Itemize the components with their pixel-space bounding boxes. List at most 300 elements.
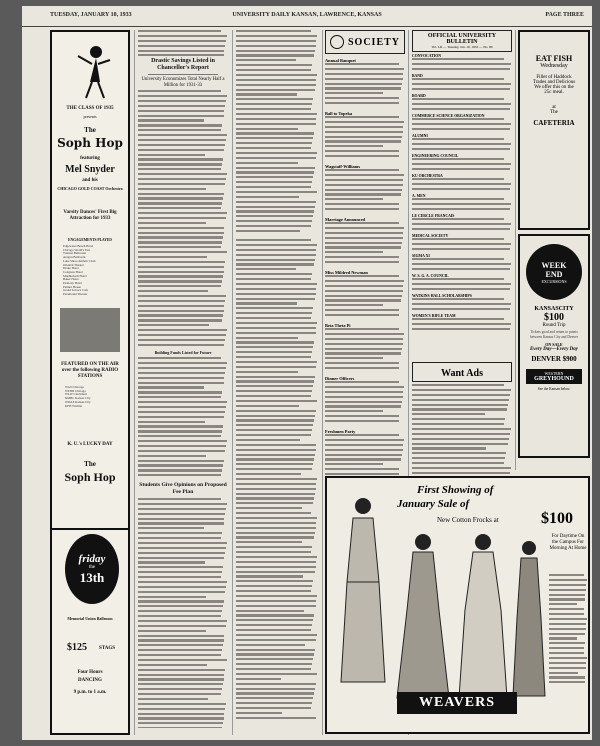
text-line — [236, 268, 296, 270]
text-line — [325, 261, 399, 263]
text-line — [236, 663, 312, 665]
text-line — [325, 140, 401, 142]
orchestra-photo — [60, 308, 120, 352]
text-line — [138, 241, 222, 243]
text-line — [138, 654, 221, 656]
text-line — [236, 302, 297, 304]
radio-station-item: KMBC Kansas City — [65, 396, 91, 401]
text-line — [236, 458, 314, 460]
text-line — [138, 620, 227, 622]
text-line — [412, 384, 504, 386]
text-line — [412, 178, 504, 180]
society-label: SOCIETY — [347, 36, 400, 48]
text-line — [236, 507, 302, 509]
text-line — [236, 69, 311, 71]
class-of-1935: THE CLASS OF 1935 — [66, 106, 114, 111]
text-line — [236, 288, 316, 290]
text-line — [138, 552, 225, 554]
eat-fish-desc: Trades and Delicious — [532, 80, 576, 85]
text-line — [236, 571, 315, 573]
text-line — [138, 285, 221, 287]
text-line — [412, 328, 510, 330]
ticket-price: $125 — [67, 642, 87, 653]
text-line — [236, 278, 311, 280]
text-line — [138, 115, 224, 117]
text-line — [138, 134, 227, 136]
soph-hop-title: Soph Hop — [57, 136, 123, 150]
text-line — [412, 443, 508, 445]
text-line — [138, 290, 208, 292]
text-line — [236, 45, 316, 47]
bulletin-notice-body — [412, 318, 512, 332]
text-line — [138, 35, 227, 37]
text-line — [236, 201, 316, 203]
text-line — [325, 92, 383, 94]
text-line — [236, 444, 316, 446]
text-line — [138, 674, 224, 676]
text-line — [236, 341, 314, 343]
text-line — [138, 537, 221, 539]
text-line — [412, 198, 504, 200]
radio-station-item: WDAF Kansas City — [65, 399, 91, 404]
text-line — [138, 460, 224, 462]
text-line — [236, 551, 311, 553]
bulletin-notice-body — [412, 138, 512, 152]
text-line — [236, 497, 314, 499]
text-line — [138, 596, 206, 598]
text-line — [138, 649, 222, 651]
band-leader: Mel Snyder — [65, 164, 115, 175]
hours-label: Four Hours — [77, 670, 103, 675]
text-line — [236, 263, 314, 265]
text-line — [412, 223, 511, 225]
text-line — [138, 727, 222, 728]
text-line — [412, 318, 504, 320]
text-line — [549, 613, 584, 615]
text-line — [138, 722, 223, 724]
text-line — [236, 454, 315, 456]
society-subhead: Beta Theta Pi — [325, 323, 351, 328]
weavers-item: New Cotton Frocks at — [437, 516, 499, 524]
text-line — [549, 672, 578, 674]
text-line — [412, 168, 510, 170]
text-line — [236, 595, 317, 597]
text-line — [138, 314, 223, 316]
text-line — [236, 259, 315, 261]
text-line — [236, 337, 298, 339]
text-line — [236, 692, 314, 694]
text-line — [236, 395, 311, 397]
eat-fish-the: The — [550, 110, 558, 115]
thirteenth: 13th — [79, 569, 105, 585]
text-line — [138, 713, 224, 715]
want-ads-section — [412, 362, 512, 472]
text-line — [412, 278, 504, 280]
text-line — [549, 589, 586, 591]
text-line — [236, 605, 316, 607]
text-line — [412, 457, 505, 459]
text-line — [325, 63, 399, 65]
on-sale: ON SALE — [545, 341, 563, 347]
text-line — [549, 637, 577, 639]
round-trip-label: Round Trip — [542, 323, 566, 328]
text-line — [412, 158, 504, 160]
text-line — [236, 132, 314, 134]
text-line — [236, 206, 315, 208]
text-line — [236, 478, 317, 480]
excursions-word: EXCURSIONS — [541, 278, 567, 284]
engagement-item: Palmer House — [63, 284, 81, 289]
text-line — [236, 536, 314, 538]
news-column-3 — [236, 30, 318, 735]
text-line — [549, 618, 587, 620]
text-line — [236, 678, 281, 680]
text-line — [325, 131, 403, 133]
soph-hop-ad-bottom — [50, 530, 130, 735]
text-line — [138, 50, 224, 52]
text-line — [236, 614, 314, 616]
text-line — [325, 434, 399, 436]
text-line — [236, 230, 300, 232]
text-line — [325, 242, 402, 244]
text-line — [236, 254, 316, 256]
continued-article-3 — [236, 30, 318, 235]
text-line — [412, 467, 511, 469]
lucky-day: K. U.'s LUCKY DAY — [67, 442, 113, 447]
text-line — [138, 615, 221, 617]
text-line — [325, 405, 401, 407]
text-line — [138, 416, 224, 418]
text-line — [236, 561, 316, 563]
text-line — [236, 327, 316, 329]
text-line — [325, 439, 404, 441]
text-line — [138, 232, 224, 234]
text-line — [412, 472, 510, 474]
text-line — [138, 271, 224, 273]
text-line — [325, 295, 402, 297]
text-line — [549, 574, 584, 576]
text-line — [325, 97, 399, 99]
text-line — [325, 136, 402, 138]
text-line — [325, 78, 403, 80]
engagement-item: Paramount Theater — [63, 292, 88, 297]
text-line — [325, 208, 399, 210]
text-line — [325, 473, 399, 475]
text-line — [325, 193, 401, 195]
text-line — [236, 322, 317, 324]
text-line — [236, 707, 311, 709]
text-line — [138, 54, 224, 56]
text-line — [236, 123, 316, 125]
text-line — [325, 338, 403, 340]
text-line — [412, 423, 504, 425]
dress-figure-4 — [511, 538, 547, 703]
text-line — [236, 385, 313, 387]
text-line — [138, 212, 227, 214]
text-line — [236, 624, 312, 626]
text-line — [549, 681, 585, 683]
text-line — [138, 430, 222, 432]
text-line — [138, 469, 222, 471]
text-line — [138, 717, 224, 719]
text-line — [236, 434, 311, 436]
on-sale-days: Every Day—Every Day — [529, 346, 579, 352]
text-line — [325, 468, 399, 470]
text-line — [138, 275, 223, 277]
text-line — [325, 222, 399, 224]
text-line — [236, 239, 311, 241]
text-line — [325, 275, 399, 277]
text-line — [138, 197, 223, 199]
text-line — [325, 299, 401, 301]
text-line — [412, 218, 504, 220]
text-line — [138, 503, 227, 505]
text-line — [138, 693, 221, 695]
text-line — [325, 179, 403, 181]
text-line — [236, 522, 316, 524]
radio-station-item: KFH Wichita — [65, 403, 83, 408]
text-line — [138, 513, 225, 515]
text-line — [138, 464, 223, 466]
text-line — [236, 619, 313, 621]
text-line — [236, 249, 316, 251]
text-line — [138, 566, 223, 568]
text-line — [412, 98, 504, 100]
text-line — [138, 455, 206, 457]
text-line — [236, 556, 317, 558]
text-line — [412, 413, 485, 415]
text-line — [412, 188, 510, 190]
text-line — [412, 78, 504, 80]
greyhound-name: GREYHOUND — [534, 375, 574, 382]
engagement-item: Trianon Ballroom — [63, 251, 86, 256]
text-line — [138, 532, 222, 534]
text-line — [325, 386, 404, 388]
text-line — [412, 163, 511, 165]
text-line — [325, 184, 403, 186]
ads-column-6 — [518, 30, 590, 470]
denver-price: $900 — [562, 354, 577, 363]
eat-fish-title: EAT FISH — [535, 54, 573, 63]
text-line — [236, 683, 316, 685]
text-line — [138, 357, 221, 359]
society-subhead: Miss Mildred Newman — [325, 270, 368, 275]
text-line — [236, 532, 315, 534]
article-body-4 — [236, 239, 318, 719]
bulletin-notice-heading: KU ORCHESTRA — [412, 174, 443, 178]
text-line — [325, 362, 399, 364]
text-line — [236, 639, 316, 641]
text-line — [236, 147, 311, 149]
society-subhead: Wagstaff-Williams — [325, 164, 361, 169]
weavers-of: of — [459, 498, 470, 510]
text-line — [236, 50, 315, 52]
text-line — [236, 59, 296, 61]
text-line — [412, 283, 511, 285]
text-line — [236, 74, 317, 76]
text-line — [236, 580, 313, 582]
weavers-side-text: For Daytime On the Campus For Morning At Home — [549, 534, 587, 552]
text-line — [325, 232, 403, 234]
engagement-item: Chicago World's Fair — [63, 247, 90, 252]
text-line — [236, 488, 316, 490]
text-line — [138, 630, 206, 632]
text-line — [236, 93, 297, 95]
engagement-item: Congress Hotel — [63, 269, 83, 274]
engagement-item: Drake Hotel — [63, 266, 79, 271]
text-line — [325, 357, 383, 359]
bulletin-notice-heading: W. S. G. A. COUNCIL — [412, 274, 449, 278]
text-line — [138, 474, 221, 476]
text-line — [138, 163, 222, 165]
deck-economizes: University Economizes Total Nearly Half a Million for 1931-33 — [141, 77, 225, 88]
text-line — [412, 263, 511, 265]
text-line — [325, 343, 403, 345]
column-rule — [134, 30, 135, 735]
text-line — [138, 222, 206, 224]
text-line — [138, 339, 225, 341]
text-line — [138, 183, 225, 185]
text-line — [138, 518, 224, 520]
text-line — [412, 399, 509, 401]
text-line — [236, 181, 312, 183]
eat-fish-dish: Fillet of Haddock — [536, 75, 572, 80]
text-line — [325, 227, 404, 229]
text-line — [138, 372, 225, 374]
round-trip-price: $100 — [544, 312, 564, 323]
bulletin-notice-body — [412, 258, 512, 272]
engagement-item: Baker Hotel — [63, 277, 79, 282]
text-line — [236, 512, 311, 514]
column-rule — [322, 30, 323, 735]
text-line — [138, 411, 225, 413]
text-line — [325, 410, 383, 412]
soph-hop-ad-column — [50, 30, 130, 735]
radio-title: FEATURED ON THE AIR over the following RADIO STATIONS — [61, 362, 119, 379]
dress-figure-3 — [453, 530, 513, 705]
masthead-date: TUESDAY, JANUARY 10, 1933 — [50, 12, 132, 18]
text-line — [325, 189, 402, 191]
text-line — [236, 658, 313, 660]
text-line — [236, 171, 314, 173]
text-line — [412, 83, 511, 85]
text-line — [236, 610, 304, 612]
text-line — [236, 64, 312, 66]
masthead-page: PAGE THREE — [545, 12, 584, 18]
text-line — [236, 142, 312, 144]
text-line — [236, 152, 317, 154]
society-body — [325, 169, 405, 213]
text-line — [138, 557, 224, 559]
text-line — [236, 40, 316, 42]
text-line — [138, 178, 226, 180]
text-line — [412, 183, 511, 185]
society-emblem-icon — [330, 35, 344, 49]
weavers-ad — [325, 476, 590, 734]
engagements-list — [58, 245, 130, 305]
engagement-item: Muehlebach Hotel — [63, 273, 87, 278]
text-line — [236, 346, 313, 348]
text-line — [412, 452, 506, 454]
text-line — [138, 688, 222, 690]
text-line — [412, 298, 504, 300]
text-line — [325, 116, 399, 118]
text-line — [236, 79, 316, 81]
radio-station-item: WENR Chicago — [65, 388, 86, 393]
text-line — [138, 600, 224, 602]
text-line — [236, 98, 313, 100]
text-line — [412, 58, 504, 60]
text-line — [236, 307, 313, 309]
text-line — [138, 508, 226, 510]
text-line — [138, 193, 224, 195]
society-body — [325, 434, 405, 478]
text-line — [236, 103, 312, 105]
text-line — [549, 676, 585, 678]
text-line — [412, 248, 510, 250]
text-line — [138, 576, 221, 578]
denver-fare — [520, 355, 588, 363]
text-line — [138, 605, 223, 607]
text-line — [138, 319, 222, 321]
featuring-label: featuring — [80, 156, 100, 161]
text-line — [138, 305, 224, 307]
text-line — [549, 628, 586, 630]
text-line — [412, 404, 508, 406]
eat-fish-ad — [518, 30, 590, 230]
text-line — [236, 702, 312, 704]
text-line — [138, 391, 222, 393]
text-line — [236, 585, 312, 587]
text-line — [236, 600, 316, 602]
bulletin-notice-heading: COMMERCE SCIENCE ORGANIZATION — [412, 114, 485, 118]
text-line — [138, 440, 227, 442]
text-line — [325, 348, 402, 350]
text-line — [138, 246, 221, 248]
text-line — [236, 629, 311, 631]
text-line — [325, 458, 401, 460]
society-subhead: Ball to Topeka — [325, 111, 353, 116]
presents-label: presents — [83, 114, 97, 119]
text-line — [325, 367, 399, 369]
text-line — [138, 227, 224, 229]
text-line — [549, 598, 585, 600]
engagement-item: Edgewater Beach Hotel — [63, 244, 94, 248]
text-line — [236, 157, 316, 159]
text-line — [325, 145, 383, 147]
text-line — [236, 380, 314, 382]
article-body-1 — [138, 90, 228, 348]
text-line — [325, 352, 401, 354]
the-label-2: The — [84, 460, 96, 468]
newspaper-page — [22, 6, 592, 740]
eat-fish-day: Wednesday — [540, 63, 568, 69]
text-line — [236, 356, 311, 358]
varsity-attraction: Varsity Dances' First Big Attraction for 1933 — [63, 210, 117, 221]
text-line — [412, 238, 504, 240]
text-line — [138, 144, 225, 146]
text-line — [549, 633, 585, 635]
end-word: END — [545, 269, 563, 279]
text-line — [236, 546, 312, 548]
bulletin-notice-body — [412, 78, 512, 92]
want-ads-header — [412, 362, 512, 382]
society-subhead: Annual Banquet — [325, 58, 356, 63]
friday-13th-badge — [65, 534, 119, 604]
text-line — [549, 662, 586, 664]
text-line — [138, 639, 224, 641]
bulletin-notice-body — [412, 98, 512, 112]
